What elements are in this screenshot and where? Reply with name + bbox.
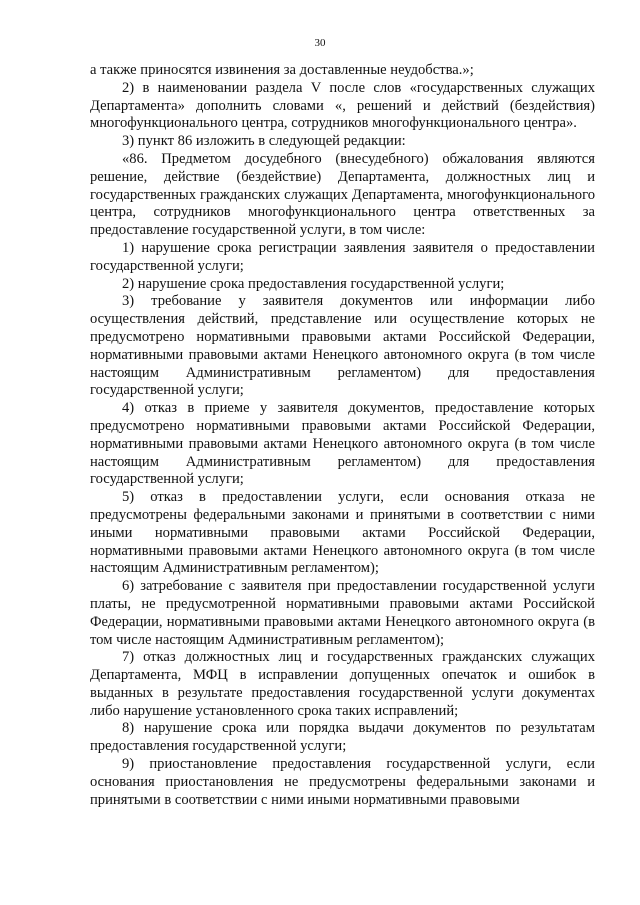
list-item-8: 8) нарушение срока или порядка выдачи документов по результатам предоставления государственной услуги;	[90, 720, 595, 755]
list-item-4: 4) отказ в приеме у заявителя документов, предоставление которых предусмотрено нормативными правовыми актами Российской Федерации, нормативными правовыми актами Ненецкого автономного округа (в том числе настоящим Административным регламентом) для предоставления государственной услуги;	[90, 400, 595, 488]
paragraph-clause-86: «86. Предметом досудебного (внесудебного) обжалования являются решение, действие (бездействие) Департамента, должностных лиц и государственных гражданских служащих Департамента, многофункционального центра, сотрудников многофункционального центра ответственных за предоставление государственной услуги, в том числе:	[90, 150, 595, 239]
list-item-9: 9) приостановление предоставления государственной услуги, если основания приостановления не предусмотрены федеральными законами и принятыми в соответствии с ними иными нормативными правовыми	[90, 756, 595, 808]
paragraph-item-3: 3) пункт 86 изложить в следующей редакции:	[122, 133, 406, 150]
list-item-5: 5) отказ в предоставлении услуги, если основания отказа не предусмотрены федеральными законами и принятыми в соответствии с ними иными нормативными правовыми актами Российской Федерации, нормативными правовыми актами Ненецкого автономного округа (в том числе настоящим Административным регламентом);	[90, 489, 595, 577]
paragraph-item-2: 2) в наименовании раздела V после слов «государственных служащих Департамента» дополнить словами «, решений и действий (бездействия) многофункционального центра, сотрудников многофункционального центра».	[90, 79, 595, 132]
document-body	[90, 62, 595, 809]
list-item-2: 2) нарушение срока предоставления государственной услуги;	[122, 275, 505, 292]
page-number: 30	[314, 37, 326, 49]
list-item-7: 7) отказ должностных лиц и государственных гражданских служащих Департамента, МФЦ в исправлении допущенных опечаток и ошибок в выданных в результате предоставления государственной услуги документах либо нарушение установленного срока таких исправлений;	[90, 649, 595, 719]
paragraph-continuation: а также приносятся извинения за доставленные неудобства.»;	[90, 62, 474, 78]
list-item-1: 1) нарушение срока регистрации заявления заявителя о предоставлении государственной услуги;	[90, 239, 595, 274]
list-item-6: 6) затребование с заявителя при предоставлении государственной услуги платы, не предусмотренной нормативными правовыми актами Российской Федерации, нормативными правовыми актами Ненецкого автономного округа (в том числе настоящим Административным регламентом);	[90, 578, 595, 648]
list-item-3: 3) требование у заявителя документов или информации либо осуществления действий, представление или осуществление которых не предусмотрено нормативными правовыми актами Российской Федерации, нормативными правовыми актами Ненецкого автономного округа (в том числе настоящим Административным регламентом) для предоставления государственной услуги;	[90, 293, 595, 399]
